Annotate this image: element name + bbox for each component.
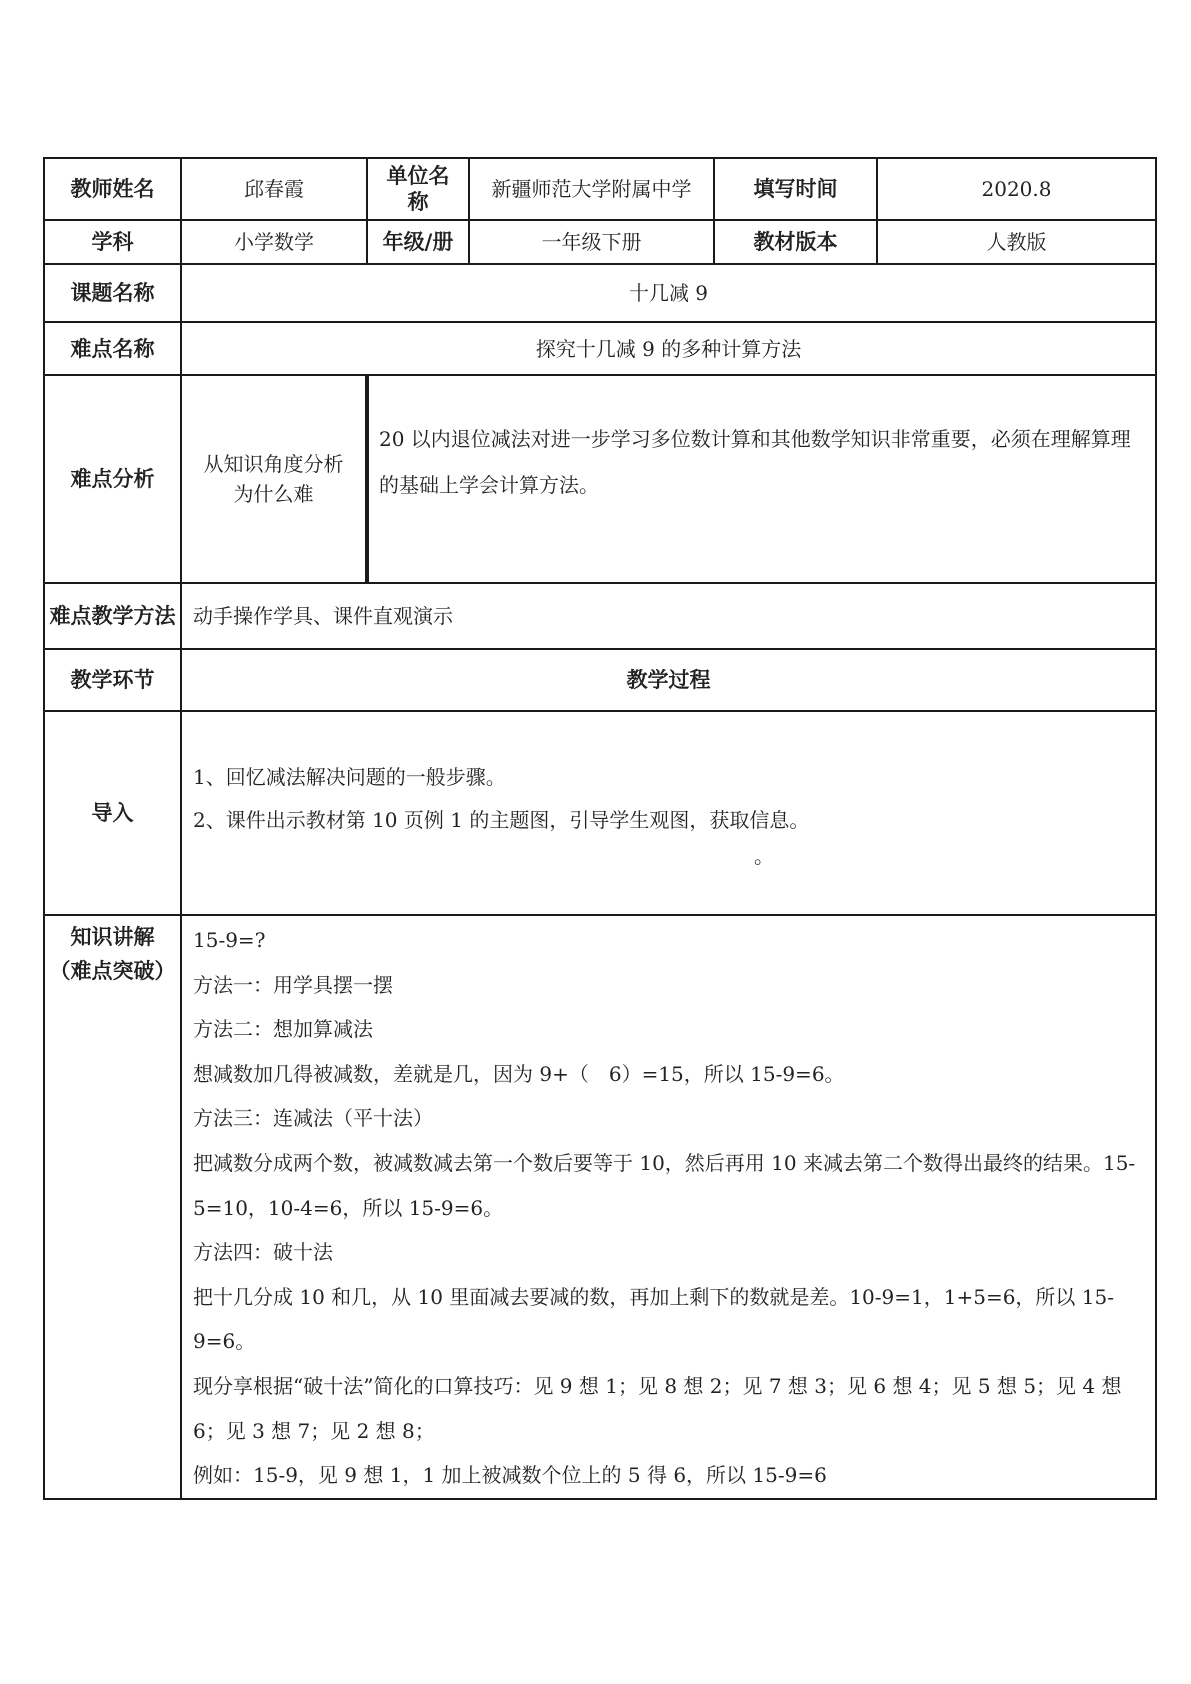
analysis-sub-label-text: 从知识角度分析为什么难 — [203, 452, 344, 506]
intro-line-2: 2、课件出示教材第 10 页例 1 的主题图，引导学生观图，获取信息。 — [193, 808, 810, 832]
row-analysis — [44, 375, 1156, 583]
topic-value: 十几减 9 — [181, 264, 1156, 322]
row-difficulty — [44, 322, 1156, 375]
teacher-name-label: 教师姓名 — [44, 158, 181, 220]
analysis-label: 难点分析 — [44, 375, 181, 583]
grade-value: 一年级下册 — [469, 220, 714, 264]
method-label: 难点教学方法 — [44, 583, 181, 649]
teacher-name-value: 邱春霞 — [181, 158, 367, 220]
subject-value: 小学数学 — [181, 220, 367, 264]
lesson-plan-table — [43, 157, 1157, 1500]
knowledge-line: 把减数分成两个数，被减数减去第一个数后要等于 10，然后再用 10 来减去第二个数得出最终的结果。15-5=10，10-4=6，所以 15-9=6。 — [193, 1150, 1136, 1220]
edition-value: 人教版 — [877, 220, 1156, 264]
analysis-text: 20 以内退位减法对进一步学习多位数计算和其他数学知识非常重要，必须在理解算理的基础上学会计算方法。 — [367, 375, 1156, 583]
intro-line-3: 。 — [754, 844, 774, 868]
knowledge-line: 方法一：用学具摆一摆 — [193, 972, 393, 997]
row-teacher-info — [44, 158, 1156, 220]
row-subject-info — [44, 220, 1156, 264]
row-intro — [44, 711, 1156, 915]
unit-name-label: 单位名称 — [367, 158, 469, 220]
edition-label: 教材版本 — [714, 220, 877, 264]
knowledge-line: 方法四：破十法 — [193, 1240, 333, 1265]
process-title: 教学过程 — [181, 649, 1156, 711]
intro-line-1: 1、回忆减法解决问题的一般步骤。 — [193, 765, 506, 789]
row-topic — [44, 264, 1156, 322]
knowledge-label-line-2: （难点突破） — [49, 959, 176, 983]
row-method — [44, 583, 1156, 649]
subject-label: 学科 — [44, 220, 181, 264]
knowledge-line: 方法三：连减法（平十法） — [193, 1106, 433, 1131]
difficulty-label: 难点名称 — [44, 322, 181, 375]
analysis-sub-label — [181, 375, 367, 583]
grade-label: 年级/册 — [367, 220, 469, 264]
knowledge-content — [181, 915, 1156, 1499]
intro-label: 导入 — [44, 711, 181, 915]
intro-content — [181, 711, 1156, 915]
knowledge-label — [44, 915, 181, 1499]
knowledge-label-line-1: 知识讲解 — [70, 925, 155, 949]
knowledge-line: 15-9=? — [193, 928, 266, 952]
knowledge-line: 例如：15-9，见 9 想 1，1 加上被减数个位上的 5 得 6，所以 15-9=6 — [193, 1463, 827, 1488]
row-knowledge — [44, 915, 1156, 1499]
method-value: 动手操作学具、课件直观演示 — [181, 583, 1156, 649]
knowledge-line: 方法二：想加算减法 — [193, 1017, 373, 1042]
row-process-header — [44, 649, 1156, 711]
process-section-label: 教学环节 — [44, 649, 181, 711]
knowledge-line: 想减数加几得被减数，差就是几，因为 9+（ 6）=15，所以 15-9=6。 — [193, 1061, 845, 1086]
date-label: 填写时间 — [714, 158, 877, 220]
topic-label: 课题名称 — [44, 264, 181, 322]
unit-name-value: 新疆师范大学附属中学 — [469, 158, 714, 220]
knowledge-line: 现分享根据“破十法”简化的口算技巧：见 9 想 1；见 8 想 2；见 7 想 3；见 6 想 4；见 5 想 5；见 4 想 6；见 3 想 7；见 2 想 8； — [193, 1373, 1122, 1443]
difficulty-value: 探究十几减 9 的多种计算方法 — [181, 322, 1156, 375]
date-value: 2020.8 — [877, 158, 1156, 220]
knowledge-line: 把十几分成 10 和几，从 10 里面减去要减的数，再加上剩下的数就是差。10-9=1，1+5=6，所以 15-9=6。 — [193, 1284, 1114, 1354]
